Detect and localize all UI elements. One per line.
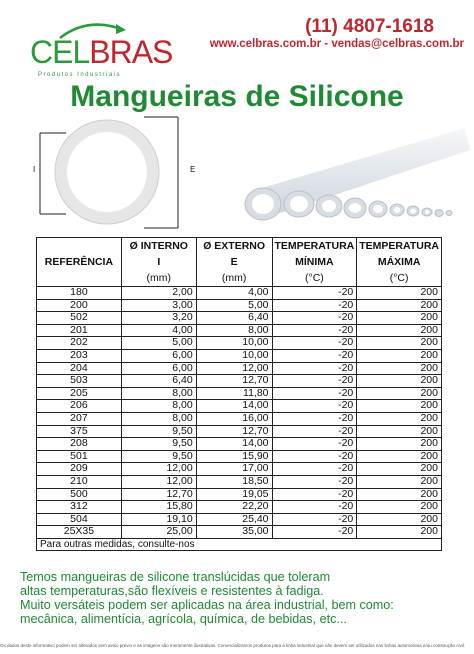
cell-reference: 202	[37, 337, 122, 350]
cell-max-temp: 200	[357, 475, 442, 488]
cell-inner-diameter: 4,00	[121, 324, 196, 337]
cell-reference: 502	[37, 312, 122, 325]
cell-min-temp: -20	[272, 475, 357, 488]
cell-inner-diameter: 12,00	[121, 475, 196, 488]
cell-min-temp: -20	[272, 324, 357, 337]
cell-inner-diameter: 6,00	[121, 349, 196, 362]
cell-reference: 205	[37, 387, 122, 400]
cell-outer-diameter: 15,90	[196, 450, 272, 463]
cell-max-temp: 200	[357, 349, 442, 362]
cell-min-temp: -20	[272, 349, 357, 362]
cell-min-temp: -20	[272, 375, 357, 388]
cell-outer-diameter: 14,00	[196, 400, 272, 413]
description-line: mecânica, alimentícia, agrícola, química, de bebidas, etc...	[20, 612, 347, 626]
cell-max-temp: 200	[357, 425, 442, 438]
celbras-logo	[28, 18, 178, 78]
cell-reference: 209	[37, 463, 122, 476]
cell-outer-diameter: 6,40	[196, 312, 272, 325]
logo-tagline: Produtos Industriais	[38, 72, 122, 78]
cell-reference: 25X35	[37, 526, 122, 539]
cell-min-temp: -20	[272, 450, 357, 463]
col-outer-symbol: E	[196, 254, 272, 270]
table-row	[37, 312, 442, 325]
col-outer-unit: (mm)	[196, 270, 272, 287]
table-row	[37, 400, 442, 413]
cell-min-temp: -20	[272, 312, 357, 325]
cell-max-temp: 200	[357, 375, 442, 388]
cell-inner-diameter: 5,00	[121, 337, 196, 350]
cell-min-temp: -20	[272, 412, 357, 425]
col-outer-header: Ø EXTERNO	[196, 238, 272, 255]
cell-reference: 208	[37, 438, 122, 451]
cell-min-temp: -20	[272, 463, 357, 476]
cell-max-temp: 200	[357, 337, 442, 350]
table-row	[37, 475, 442, 488]
cell-reference: 375	[37, 425, 122, 438]
cell-inner-diameter: 3,20	[121, 312, 196, 325]
table-row	[37, 425, 442, 438]
disclaimer: Os dados deste informativo podem ser alterados sem aviso prévio e as imagens são meramente ilustrativas. Comercializamos produtos para a linha industrial que não devem ser utilizados nas linhas automotivas e/ou construção civil.	[0, 643, 465, 648]
col-reference-header: REFERÊNCIA	[37, 238, 122, 287]
cell-inner-diameter: 6,00	[121, 362, 196, 375]
description-line: altas temperaturas,são flexíveis e resistentes à fadiga.	[20, 584, 324, 598]
table-row	[37, 349, 442, 362]
table-row	[37, 337, 442, 350]
col-inner-symbol: I	[121, 254, 196, 270]
cell-inner-diameter: 12,00	[121, 463, 196, 476]
cell-max-temp: 200	[357, 488, 442, 501]
cell-outer-diameter: 18,50	[196, 475, 272, 488]
cell-inner-diameter: 9,50	[121, 438, 196, 451]
cell-min-temp: -20	[272, 425, 357, 438]
cell-reference: 312	[37, 501, 122, 514]
col-max-temp-unit: (°C)	[357, 270, 442, 287]
cell-reference: 201	[37, 324, 122, 337]
cell-outer-diameter: 12,70	[196, 425, 272, 438]
table-header-row	[37, 238, 442, 255]
cell-max-temp: 200	[357, 387, 442, 400]
table-note-row	[37, 538, 442, 551]
cell-reference: 200	[37, 299, 122, 312]
cell-inner-diameter: 3,00	[121, 299, 196, 312]
cell-min-temp: -20	[272, 488, 357, 501]
outer-diameter-label: E	[190, 165, 196, 174]
cell-reference: 210	[37, 475, 122, 488]
cell-min-temp: -20	[272, 438, 357, 451]
cell-outer-diameter: 17,00	[196, 463, 272, 476]
table-row	[37, 438, 442, 451]
cell-reference: 180	[37, 287, 122, 300]
cell-outer-diameter: 25,40	[196, 513, 272, 526]
cell-outer-diameter: 19,05	[196, 488, 272, 501]
hose-spec-table	[36, 237, 442, 551]
cell-outer-diameter: 5,00	[196, 299, 272, 312]
cell-outer-diameter: 16,00	[196, 412, 272, 425]
cell-outer-diameter: 4,00	[196, 287, 272, 300]
logo-wordmark: CELBRAS	[30, 34, 173, 70]
cell-inner-diameter: 6,40	[121, 375, 196, 388]
cell-reference: 500	[37, 488, 122, 501]
cell-inner-diameter: 19,10	[121, 513, 196, 526]
cell-outer-diameter: 12,70	[196, 375, 272, 388]
cell-min-temp: -20	[272, 400, 357, 413]
col-inner-unit: (mm)	[121, 270, 196, 287]
col-inner-header: Ø INTERNO	[121, 238, 196, 255]
cell-min-temp: -20	[272, 362, 357, 375]
cell-inner-diameter: 12,70	[121, 488, 196, 501]
cell-reference: 204	[37, 362, 122, 375]
cell-inner-diameter: 8,00	[121, 400, 196, 413]
description-line: Temos mangueiras de silicone translúcidas que toleram	[20, 570, 331, 584]
cell-max-temp: 200	[357, 400, 442, 413]
table-row	[37, 526, 442, 539]
hose-cross-section-diagram	[18, 115, 218, 230]
cell-max-temp: 200	[357, 526, 442, 539]
cell-outer-diameter: 14,00	[196, 438, 272, 451]
cell-min-temp: -20	[272, 287, 357, 300]
cell-max-temp: 200	[357, 412, 442, 425]
cell-inner-diameter: 2,00	[121, 287, 196, 300]
phone-number: (11) 4807-1618	[305, 16, 434, 37]
cell-reference: 501	[37, 450, 122, 463]
cell-inner-diameter: 9,50	[121, 450, 196, 463]
col-min-temp-sub: MÍNIMA	[272, 254, 357, 270]
cell-inner-diameter: 15,80	[121, 501, 196, 514]
cell-inner-diameter: 9,50	[121, 425, 196, 438]
cell-outer-diameter: 11,80	[196, 387, 272, 400]
cell-outer-diameter: 10,00	[196, 337, 272, 350]
cell-reference: 504	[37, 513, 122, 526]
cell-max-temp: 200	[357, 312, 442, 325]
table-row	[37, 501, 442, 514]
cell-max-temp: 200	[357, 513, 442, 526]
cell-outer-diameter: 12,00	[196, 362, 272, 375]
col-min-temp-unit: (°C)	[272, 270, 357, 287]
cell-max-temp: 200	[357, 299, 442, 312]
cell-max-temp: 200	[357, 450, 442, 463]
cell-min-temp: -20	[272, 501, 357, 514]
cell-reference: 207	[37, 412, 122, 425]
table-note: Para outras medidas, consulte-nos	[37, 538, 442, 551]
cell-min-temp: -20	[272, 513, 357, 526]
col-min-temp-header: TEMPERATURA	[272, 238, 357, 255]
cell-max-temp: 200	[357, 362, 442, 375]
table-row	[37, 362, 442, 375]
cell-max-temp: 200	[357, 324, 442, 337]
cell-reference: 206	[37, 400, 122, 413]
cell-max-temp: 200	[357, 463, 442, 476]
cell-inner-diameter: 25,00	[121, 526, 196, 539]
page-title: Mangueiras de Silicone	[70, 80, 404, 113]
cell-min-temp: -20	[272, 337, 357, 350]
table-row	[37, 488, 442, 501]
table-row	[37, 412, 442, 425]
inner-diameter-label: I	[33, 165, 36, 174]
description-text	[20, 570, 460, 626]
table-row	[37, 450, 442, 463]
cell-min-temp: -20	[272, 387, 357, 400]
cell-min-temp: -20	[272, 299, 357, 312]
description-line: Muito versáteis podem ser aplicadas na área industrial, bem como:	[20, 598, 394, 612]
table-row	[37, 375, 442, 388]
cell-max-temp: 200	[357, 501, 442, 514]
table-row	[37, 324, 442, 337]
cell-min-temp: -20	[272, 526, 357, 539]
cell-outer-diameter: 22,20	[196, 501, 272, 514]
table-row	[37, 513, 442, 526]
cell-outer-diameter: 35,00	[196, 526, 272, 539]
cell-inner-diameter: 8,00	[121, 412, 196, 425]
cell-reference: 203	[37, 349, 122, 362]
cell-max-temp: 200	[357, 438, 442, 451]
cell-reference: 503	[37, 375, 122, 388]
cell-outer-diameter: 8,00	[196, 324, 272, 337]
table-row	[37, 287, 442, 300]
cell-max-temp: 200	[357, 287, 442, 300]
table-row	[37, 463, 442, 476]
silicone-hoses-photo	[225, 120, 470, 230]
table-row	[37, 299, 442, 312]
col-max-temp-sub: MÁXIMA	[357, 254, 442, 270]
cell-outer-diameter: 10,00	[196, 349, 272, 362]
col-max-temp-header: TEMPERATURA	[357, 238, 442, 255]
web-email-line: www.celbras.com.br - vendas@celbras.com.br	[209, 38, 464, 50]
table-row	[37, 387, 442, 400]
cell-inner-diameter: 8,00	[121, 387, 196, 400]
